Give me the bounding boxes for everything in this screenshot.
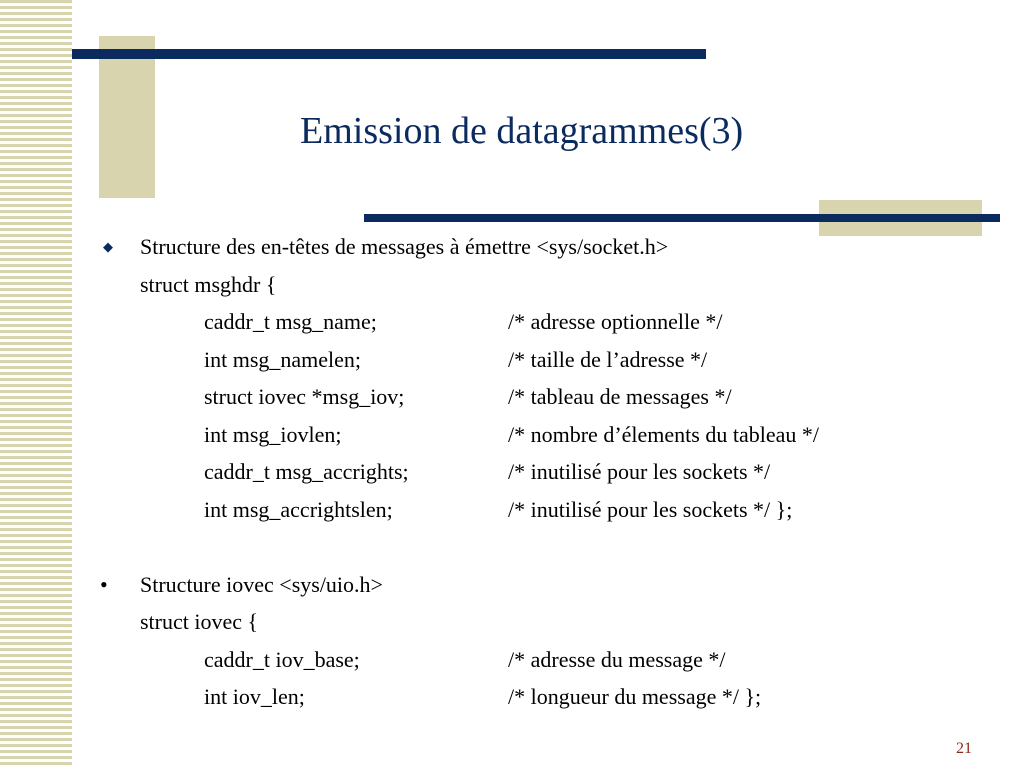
slide-content: [100, 228, 1000, 716]
field-row: [100, 491, 1000, 529]
navy-bar-decoration-mid: [364, 214, 1000, 222]
field-row: [100, 416, 1000, 454]
field-row: [100, 341, 1000, 379]
section1-struct-line: [100, 266, 1000, 304]
field-comment: /* nombre d’élements du tableau */: [508, 421, 819, 447]
field-row: [100, 641, 1000, 679]
section-spacer: [100, 528, 1000, 566]
field-code: int msg_accrightslen;: [204, 496, 393, 522]
field-comment: /* taille de l’adresse */: [508, 346, 708, 372]
field-code: caddr_t iov_base;: [204, 646, 360, 672]
section2-heading-line: [100, 566, 1000, 604]
field-comment: /* tableau de messages */: [508, 384, 732, 409]
field-comment: /* adresse optionnelle */: [508, 309, 723, 334]
field-comment: /* adresse du message */: [508, 646, 726, 672]
field-code: int iov_len;: [204, 684, 305, 709]
field-code: caddr_t msg_name;: [204, 309, 377, 334]
field-comment: /* longueur du message */ };: [508, 684, 762, 709]
section2-struct-open: struct iovec {: [140, 609, 259, 634]
field-row: [100, 678, 1000, 716]
section2-struct-line: [100, 603, 1000, 641]
field-code: int msg_namelen;: [204, 346, 362, 372]
dot-bullet-icon: •: [100, 571, 108, 597]
section1-heading-line: [100, 228, 1000, 266]
field-code: struct iovec *msg_iov;: [204, 384, 405, 409]
navy-bar-decoration-top: [72, 49, 706, 59]
field-comment: /* inutilisé pour les sockets */ };: [508, 496, 793, 522]
diamond-bullet-icon: ◆: [103, 239, 113, 254]
field-row: [100, 378, 1000, 416]
field-row: [100, 453, 1000, 491]
section1-heading: Structure des en-têtes de messages à émettre <sys/socket.h>: [140, 234, 669, 259]
left-stripe-decoration: [0, 0, 72, 768]
section1-struct-open: struct msghdr {: [140, 271, 277, 297]
tan-block-decoration-top: [99, 36, 155, 198]
field-row: [100, 303, 1000, 341]
page-number: 21: [956, 740, 972, 757]
field-code: int msg_iovlen;: [204, 421, 342, 447]
slide-title: Emission de datagrammes(3): [300, 110, 744, 152]
field-comment: /* inutilisé pour les sockets */: [508, 459, 771, 484]
field-code: caddr_t msg_accrights;: [204, 459, 409, 484]
section2-heading: Structure iovec <sys/uio.h>: [140, 571, 383, 597]
